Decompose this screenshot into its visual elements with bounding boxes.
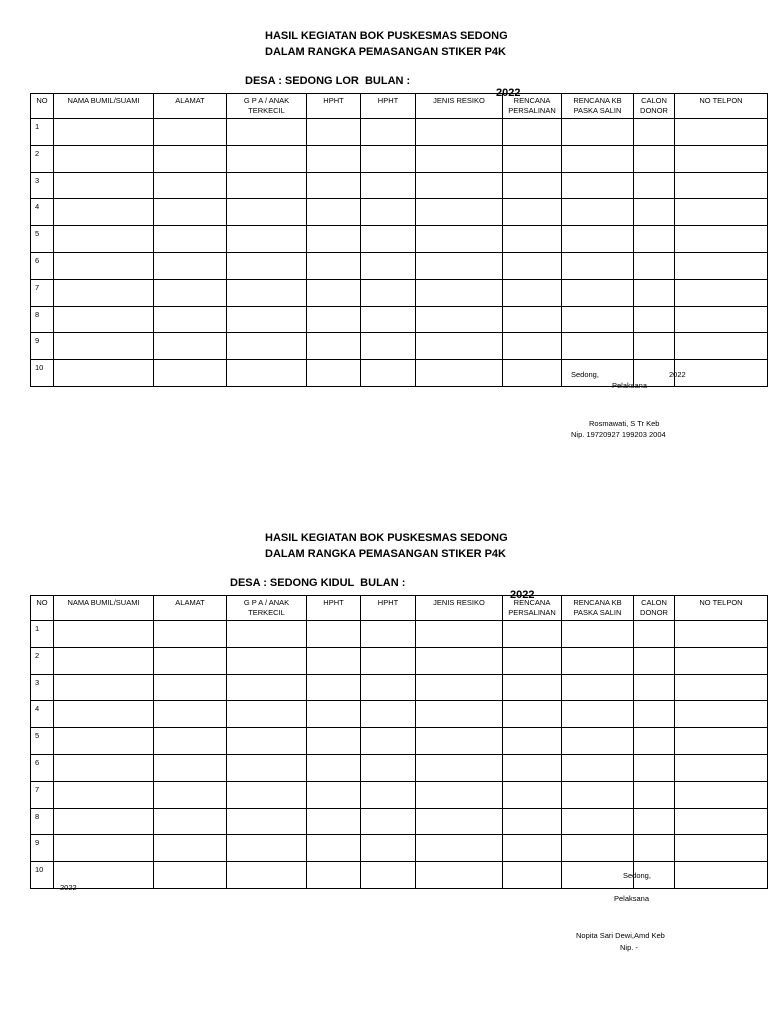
table-cell: [361, 621, 416, 648]
signer-name: Nopita Sari Dewi,Amd Keb: [576, 931, 665, 940]
row-number: 6: [31, 754, 54, 781]
table-cell: [416, 333, 503, 360]
table-cell: [361, 808, 416, 835]
table-cell: [503, 306, 562, 333]
table-cell: [562, 199, 634, 226]
row-number: 4: [31, 199, 54, 226]
column-header: NAMA BUMIL/SUAMI: [54, 94, 154, 119]
table-cell: [675, 647, 768, 674]
table-cell: [416, 835, 503, 862]
table-cell: [675, 754, 768, 781]
column-header: HPHT: [307, 596, 361, 621]
table-cell: [54, 754, 154, 781]
table-row: [31, 172, 768, 199]
table-cell: [416, 145, 503, 172]
row-number: 10: [31, 862, 54, 889]
table-cell: [562, 226, 634, 253]
table-cell: [154, 252, 227, 279]
table-cell: [416, 808, 503, 835]
table-row: [31, 647, 768, 674]
table-cell: [503, 754, 562, 781]
row-number: 6: [31, 252, 54, 279]
table-cell: [562, 647, 634, 674]
table-row: [31, 754, 768, 781]
table-cell: [307, 279, 361, 306]
table-cell: [154, 701, 227, 728]
table-cell: [54, 279, 154, 306]
table-cell: [503, 728, 562, 755]
table-cell: [634, 647, 675, 674]
column-header: RENCANA KB PASKA SALIN: [562, 94, 634, 119]
table-cell: [416, 119, 503, 146]
table-row: [31, 279, 768, 306]
table-cell: [54, 172, 154, 199]
table-cell: [562, 172, 634, 199]
table-cell: [361, 199, 416, 226]
table-cell: [416, 701, 503, 728]
table-cell: [416, 621, 503, 648]
table-cell: [227, 647, 307, 674]
column-header: NAMA BUMIL/SUAMI: [54, 596, 154, 621]
table-cell: [416, 252, 503, 279]
table-cell: [416, 781, 503, 808]
table-cell: [307, 808, 361, 835]
table-cell: [675, 781, 768, 808]
table-cell: [154, 781, 227, 808]
table-cell: [227, 172, 307, 199]
report-year: 2022: [510, 589, 535, 601]
table-cell: [227, 862, 307, 889]
row-number: 1: [31, 119, 54, 146]
table-cell: [227, 781, 307, 808]
table-cell: [154, 674, 227, 701]
column-header: G P A / ANAK TERKECIL: [227, 94, 307, 119]
table-cell: [361, 835, 416, 862]
table-cell: [361, 701, 416, 728]
table-cell: [154, 279, 227, 306]
table-row: [31, 621, 768, 648]
table-cell: [154, 199, 227, 226]
sign-year: 2022: [669, 370, 686, 379]
table-cell: [634, 333, 675, 360]
table-cell: [416, 360, 503, 387]
table-cell: [154, 145, 227, 172]
table-cell: [154, 333, 227, 360]
column-header: ALAMAT: [154, 596, 227, 621]
table-cell: [675, 808, 768, 835]
table-cell: [503, 862, 562, 889]
table-header-row: [31, 94, 768, 119]
column-header: G P A / ANAK TERKECIL: [227, 596, 307, 621]
table-cell: [307, 172, 361, 199]
table-cell: [307, 119, 361, 146]
table-cell: [634, 252, 675, 279]
table-cell: [154, 172, 227, 199]
table-cell: [634, 199, 675, 226]
table-row: [31, 674, 768, 701]
table-cell: [634, 701, 675, 728]
table-cell: [54, 701, 154, 728]
table-cell: [227, 808, 307, 835]
column-header: NO: [31, 596, 54, 621]
table-cell: [675, 252, 768, 279]
table-cell: [675, 674, 768, 701]
table-cell: [154, 119, 227, 146]
table-cell: [503, 279, 562, 306]
table-cell: [562, 781, 634, 808]
table-cell: [307, 252, 361, 279]
table-cell: [54, 252, 154, 279]
table-cell: [675, 279, 768, 306]
table-cell: [634, 754, 675, 781]
row-number: 2: [31, 647, 54, 674]
column-header: NO: [31, 94, 54, 119]
column-header: HPHT: [361, 596, 416, 621]
table-row: [31, 226, 768, 253]
report-year: 2022: [496, 87, 521, 99]
report-title-line2: DALAM RANGKA PEMASANGAN STIKER P4K: [265, 46, 506, 58]
table-cell: [675, 145, 768, 172]
table-cell: [307, 360, 361, 387]
row-number: 8: [31, 808, 54, 835]
table-cell: [307, 647, 361, 674]
table-cell: [361, 674, 416, 701]
table-cell: [54, 119, 154, 146]
table-cell: [562, 306, 634, 333]
table-cell: [227, 835, 307, 862]
table-cell: [675, 226, 768, 253]
table-cell: [307, 199, 361, 226]
table-cell: [227, 252, 307, 279]
sign-place: Sedong,: [571, 370, 599, 379]
table-cell: [503, 360, 562, 387]
column-header: JENIS RESIKO: [416, 596, 503, 621]
table-cell: [634, 226, 675, 253]
table-cell: [361, 728, 416, 755]
table-cell: [675, 862, 768, 889]
desa-label: DESA : SEDONG LOR BULAN :: [245, 75, 411, 87]
table-cell: [227, 199, 307, 226]
table-cell: [634, 781, 675, 808]
sign-role: Pelaksana: [614, 894, 650, 903]
column-header: CALON DONOR: [634, 94, 675, 119]
table-cell: [227, 360, 307, 387]
table-cell: [54, 621, 154, 648]
table-cell: [562, 808, 634, 835]
table-cell: [562, 754, 634, 781]
sign-year: 2022: [60, 883, 77, 892]
table-cell: [307, 754, 361, 781]
table-cell: [675, 306, 768, 333]
table-cell: [675, 119, 768, 146]
table-cell: [675, 835, 768, 862]
table-cell: [503, 333, 562, 360]
row-number: 1: [31, 621, 54, 648]
table-cell: [634, 621, 675, 648]
table-cell: [227, 145, 307, 172]
report-title-line1: HASIL KEGIATAN BOK PUSKESMAS SEDONG: [265, 30, 508, 42]
table-cell: [227, 701, 307, 728]
table-cell: [54, 226, 154, 253]
table-cell: [416, 306, 503, 333]
table-cell: [307, 333, 361, 360]
table-cell: [154, 360, 227, 387]
data-table: [30, 93, 768, 387]
table-cell: [154, 728, 227, 755]
table-row: [31, 701, 768, 728]
table-cell: [154, 808, 227, 835]
table-cell: [503, 199, 562, 226]
table-cell: [503, 808, 562, 835]
table-row: [31, 252, 768, 279]
table-cell: [562, 835, 634, 862]
signer-name: Rosmawati, S Tr Keb: [589, 419, 660, 428]
table-cell: [562, 701, 634, 728]
table-cell: [675, 728, 768, 755]
sign-role: Pelaksana: [612, 381, 648, 390]
row-number: 5: [31, 728, 54, 755]
table-cell: [307, 674, 361, 701]
table-cell: [562, 119, 634, 146]
table-cell: [503, 172, 562, 199]
table-cell: [361, 306, 416, 333]
column-header: RENCANA PERSALINAN: [503, 94, 562, 119]
row-number: 9: [31, 333, 54, 360]
table-cell: [227, 333, 307, 360]
row-number: 7: [31, 279, 54, 306]
table-cell: [54, 333, 154, 360]
table-cell: [361, 279, 416, 306]
table-cell: [416, 862, 503, 889]
table-row: [31, 119, 768, 146]
table-cell: [503, 145, 562, 172]
table-row: [31, 333, 768, 360]
table-cell: [227, 621, 307, 648]
column-header: HPHT: [307, 94, 361, 119]
table-cell: [634, 279, 675, 306]
table-row: [31, 862, 768, 889]
column-header: RENCANA PERSALINAN: [503, 596, 562, 621]
table-cell: [54, 199, 154, 226]
table-cell: [562, 252, 634, 279]
column-header: NO TELPON: [675, 94, 768, 119]
table-cell: [307, 145, 361, 172]
table-cell: [361, 333, 416, 360]
table-cell: [307, 728, 361, 755]
table-cell: [227, 279, 307, 306]
table-cell: [503, 647, 562, 674]
table-cell: [416, 674, 503, 701]
table-cell: [54, 306, 154, 333]
table-cell: [503, 835, 562, 862]
table-cell: [361, 252, 416, 279]
table-cell: [361, 119, 416, 146]
table-cell: [307, 781, 361, 808]
table-cell: [562, 145, 634, 172]
table-cell: [634, 145, 675, 172]
table-cell: [54, 728, 154, 755]
table-cell: [503, 252, 562, 279]
table-cell: [154, 621, 227, 648]
table-cell: [154, 226, 227, 253]
table-cell: [361, 226, 416, 253]
table-cell: [54, 781, 154, 808]
table-cell: [416, 754, 503, 781]
row-number: 8: [31, 306, 54, 333]
table-cell: [154, 835, 227, 862]
table-row: [31, 808, 768, 835]
table-cell: [503, 621, 562, 648]
table-cell: [416, 172, 503, 199]
table-cell: [675, 621, 768, 648]
table-cell: [154, 647, 227, 674]
table-cell: [416, 647, 503, 674]
table-cell: [416, 728, 503, 755]
table-cell: [361, 754, 416, 781]
table-cell: [227, 754, 307, 781]
column-header: NO TELPON: [675, 596, 768, 621]
table-cell: [154, 862, 227, 889]
table-row: [31, 199, 768, 226]
table-cell: [416, 199, 503, 226]
table-cell: [227, 306, 307, 333]
desa-label: DESA : SEDONG KIDUL BULAN :: [230, 577, 406, 589]
table-cell: [416, 226, 503, 253]
table-cell: [675, 701, 768, 728]
table-row: [31, 728, 768, 755]
table-cell: [562, 279, 634, 306]
table-cell: [307, 862, 361, 889]
signer-nip: Nip. 19720927 199203 2004: [571, 430, 666, 439]
row-number: 10: [31, 360, 54, 387]
table-cell: [503, 119, 562, 146]
column-header: HPHT: [361, 94, 416, 119]
table-cell: [54, 674, 154, 701]
table-cell: [675, 199, 768, 226]
table-row: [31, 360, 768, 387]
row-number: 9: [31, 835, 54, 862]
table-cell: [634, 808, 675, 835]
table-cell: [416, 279, 503, 306]
table-cell: [361, 862, 416, 889]
table-cell: [54, 647, 154, 674]
table-cell: [634, 306, 675, 333]
table-cell: [227, 119, 307, 146]
sign-place: Sedong,: [623, 871, 651, 880]
table-cell: [675, 360, 768, 387]
table-cell: [307, 621, 361, 648]
row-number: 7: [31, 781, 54, 808]
table-cell: [634, 674, 675, 701]
table-cell: [503, 781, 562, 808]
table-cell: [503, 701, 562, 728]
table-cell: [634, 172, 675, 199]
row-number: 5: [31, 226, 54, 253]
table-cell: [562, 728, 634, 755]
table-cell: [54, 145, 154, 172]
table-cell: [361, 360, 416, 387]
table-cell: [227, 674, 307, 701]
table-cell: [634, 835, 675, 862]
table-cell: [361, 781, 416, 808]
table-cell: [54, 808, 154, 835]
table-cell: [54, 360, 154, 387]
row-number: 4: [31, 701, 54, 728]
table-cell: [307, 835, 361, 862]
table-row: [31, 781, 768, 808]
table-header-row: [31, 596, 768, 621]
table-row: [31, 306, 768, 333]
table-cell: [675, 333, 768, 360]
table-cell: [675, 172, 768, 199]
signer-nip: Nip. -: [620, 943, 638, 952]
table-cell: [634, 728, 675, 755]
table-row: [31, 835, 768, 862]
table-cell: [503, 674, 562, 701]
table-cell: [154, 754, 227, 781]
row-number: 3: [31, 172, 54, 199]
table-cell: [227, 226, 307, 253]
report-title-line1: HASIL KEGIATAN BOK PUSKESMAS SEDONG: [265, 532, 508, 544]
table-cell: [361, 172, 416, 199]
column-header: ALAMAT: [154, 94, 227, 119]
row-number: 3: [31, 674, 54, 701]
table-cell: [307, 226, 361, 253]
report-title-line2: DALAM RANGKA PEMASANGAN STIKER P4K: [265, 548, 506, 560]
table-cell: [361, 647, 416, 674]
table-cell: [361, 145, 416, 172]
column-header: CALON DONOR: [634, 596, 675, 621]
table-cell: [562, 674, 634, 701]
table-cell: [562, 333, 634, 360]
row-number: 2: [31, 145, 54, 172]
table-cell: [54, 835, 154, 862]
table-cell: [503, 226, 562, 253]
column-header: RENCANA KB PASKA SALIN: [562, 596, 634, 621]
table-row: [31, 145, 768, 172]
data-table: [30, 595, 768, 889]
column-header: JENIS RESIKO: [416, 94, 503, 119]
table-cell: [307, 306, 361, 333]
table-cell: [307, 701, 361, 728]
table-cell: [227, 728, 307, 755]
table-cell: [562, 621, 634, 648]
table-cell: [154, 306, 227, 333]
table-cell: [634, 119, 675, 146]
